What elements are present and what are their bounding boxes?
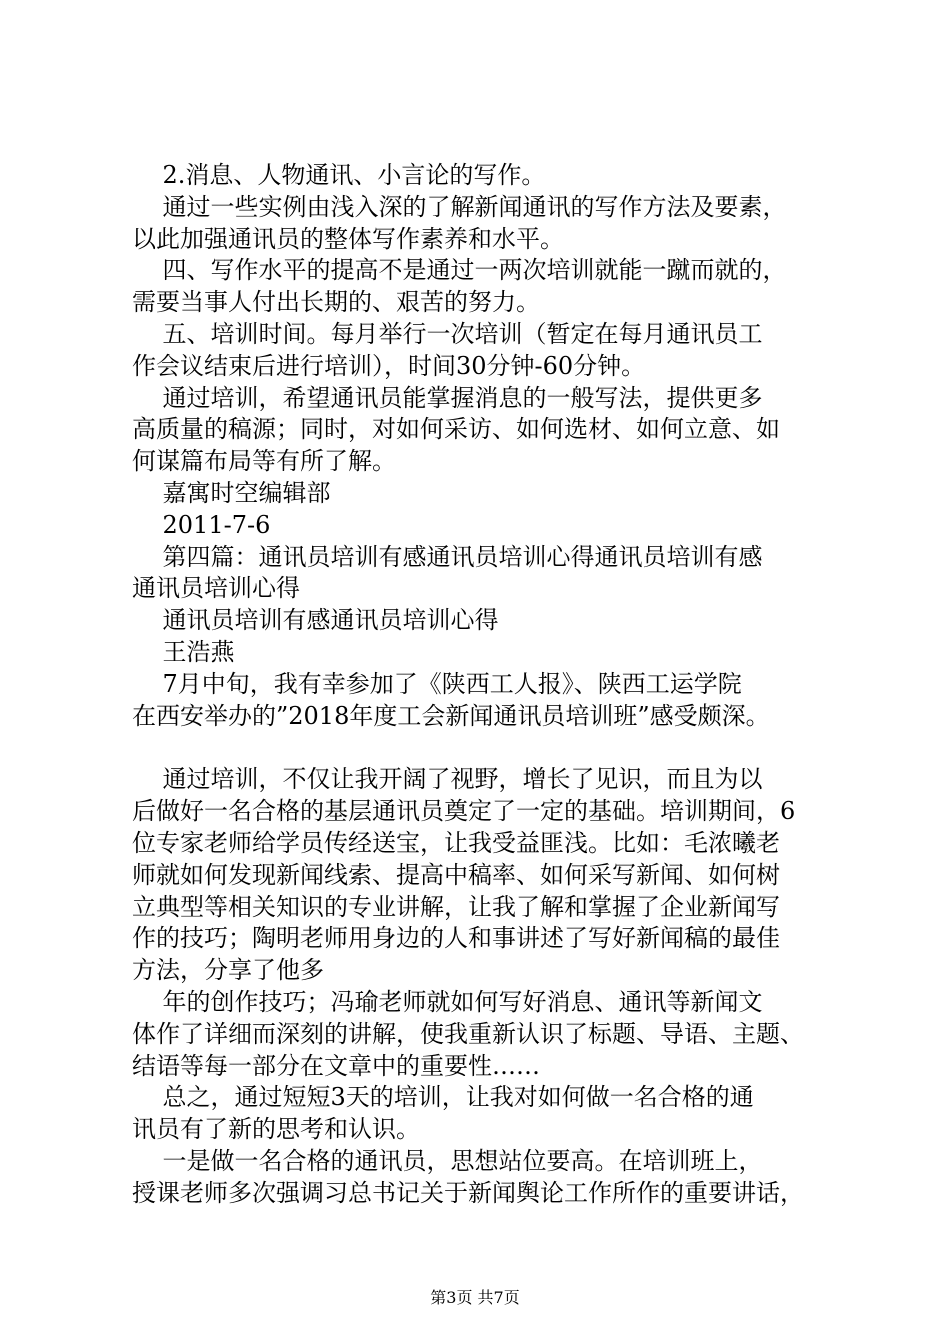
text-line: 一是做一名合格的通讯员，思想站位要高。在培训班上， <box>132 1146 763 1175</box>
text-line: 在西安举办的”2018年度工会新闻通讯员培训班”感受颇深。 <box>132 701 770 730</box>
text-line: 高质量的稿源；同时，对如何采访、如何选材、如何立意、如 <box>132 415 780 444</box>
text-line: 总之，通过短短3天的培训，让我对如何做一名合格的通 <box>132 1083 754 1112</box>
text-line: 何谋篇布局等有所了解。 <box>132 447 396 476</box>
signature-date: 2011-7-6 <box>132 510 271 539</box>
article-title: 通讯员培训有感通讯员培训心得 <box>132 606 499 635</box>
text-line: 五、培训时间。每月举行一次培训（暂定在每月通讯员工 <box>132 319 763 348</box>
article-author: 王浩燕 <box>132 637 235 666</box>
document-body <box>132 160 832 1210</box>
text-line: 讯员有了新的思考和认识。 <box>132 1115 420 1144</box>
signature-org: 嘉寓时空编辑部 <box>132 478 331 507</box>
text-line: 授课老师多次强调习总书记关于新闻舆论工作所作的重要讲话， <box>132 1178 804 1207</box>
text-line: 作的技巧；陶明老师用身边的人和事讲述了写好新闻稿的最佳 <box>132 924 780 953</box>
text-line: 结语等每一部分在文章中的重要性…… <box>132 1051 540 1080</box>
text-line: 师就如何发现新闻线索、提高中稿率、如何采写新闻、如何树 <box>132 860 780 889</box>
text-line: 2.消息、人物通讯、小言论的写作。 <box>132 161 546 189</box>
blank-line <box>132 732 832 764</box>
text-line: 以此加强通讯员的整体写作素养和水平。 <box>132 224 564 253</box>
text-line: 作会议结束后进行培训），时间30分钟-60分钟。 <box>132 351 646 380</box>
text-line: 立典型等相关知识的专业讲解，让我了解和掌握了企业新闻写 <box>132 892 780 921</box>
text-line: 通过培训，不仅让我开阔了视野，增长了见识，而且为以 <box>132 765 763 794</box>
text-line: 7月中旬，我有幸参加了《陕西工人报》、陕西工运学院 <box>132 669 742 698</box>
text-line: 四、写作水平的提高不是通过一两次培训就能一蹴而就的， <box>132 256 787 285</box>
text-line: 通过培训，希望通讯员能掌握消息的一般写法，提供更多 <box>132 383 763 412</box>
section-heading: 第四篇：通讯员培训有感通讯员培训心得通讯员培训有感 <box>132 542 763 571</box>
text-line: 年的创作技巧；冯瑜老师就如何写好消息、通讯等新闻文 <box>132 987 763 1016</box>
text-line: 方法，分享了他多 <box>132 956 324 985</box>
page-number-footer: 第3页 共7页 <box>430 1288 520 1307</box>
text-line: 体作了详细而深刻的讲解，使我重新认识了标题、导语、主题、 <box>132 1019 804 1048</box>
text-line: 通过一些实例由浅入深的了解新闻通讯的写作方法及要素， <box>132 192 787 221</box>
text-line: 需要当事人付出长期的、艰苦的努力。 <box>132 288 540 317</box>
text-line: 后做好一名合格的基层通讯员奠定了一定的基础。培训期间，6 <box>132 797 796 826</box>
text-line: 位专家老师给学员传经送宝，让我受益匪浅。比如：毛浓曦老 <box>132 828 780 857</box>
section-heading: 通讯员培训心得 <box>132 574 300 603</box>
